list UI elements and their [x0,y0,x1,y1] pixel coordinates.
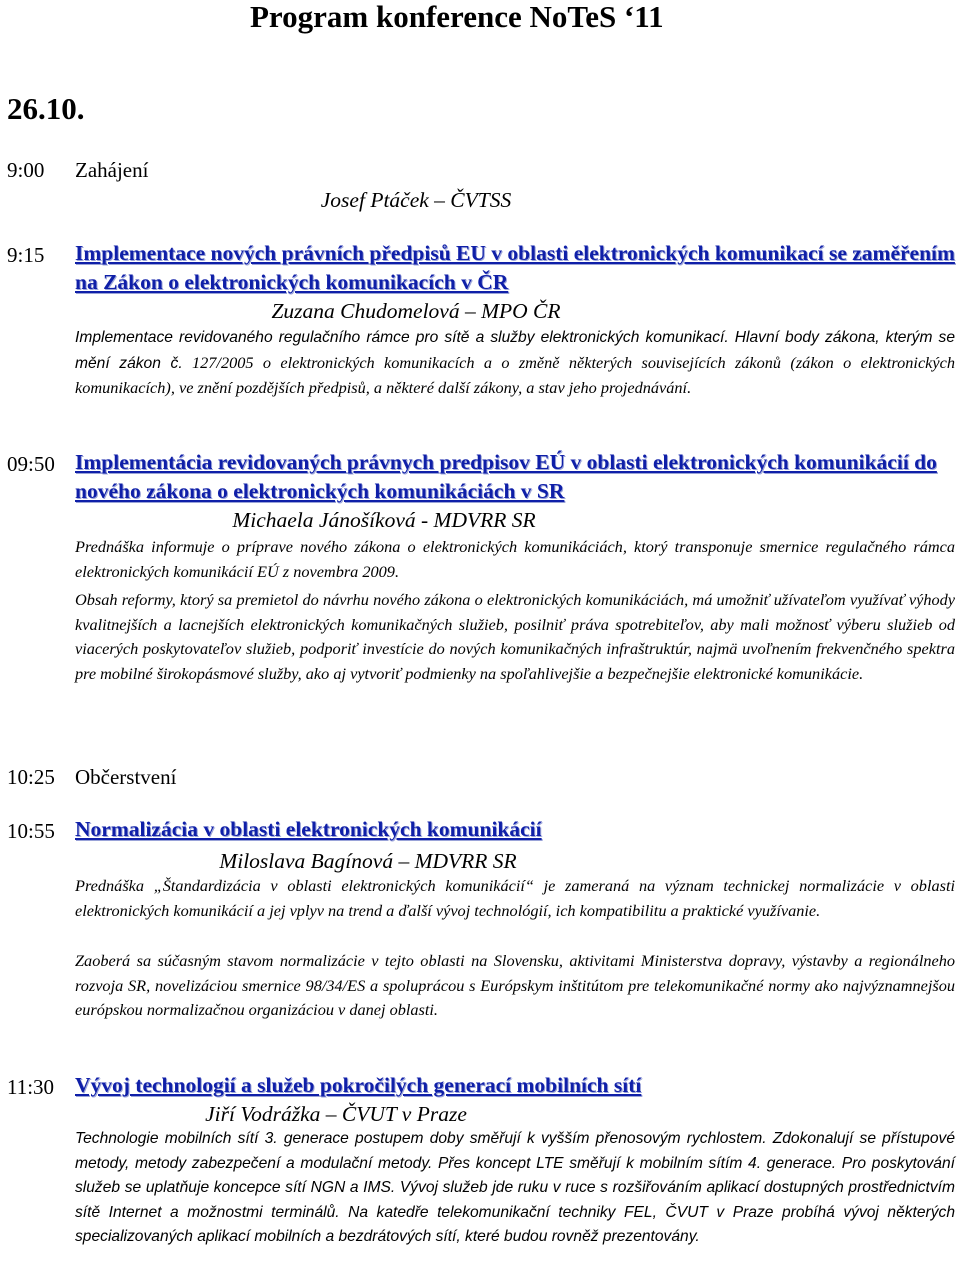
session-time: 9:15 [7,243,45,267]
session-speaker: Zuzana Chudomelová – MPO ČR [271,299,561,323]
session-speaker: Jiří Vodrážka – ČVUT v Praze [205,1102,467,1126]
session-abstract: Obsah reformy, ktorý sa premietol do návrhu nového zákona o elektronických komunikáciách, má umožniť užívateľom využívať výhody kvalitnejších a lacnejších elektronických komunikačných služieb, posilniť práva spotrebiteľov, aby mali možnosť výberu služieb od viacerých poskytovateľov služieb, podporiť investície do nových komunikačných infraštruktúr, najmä uvoľnením frekvenčného spektra pre mobilné širokopásmové služby, ako aj vytvoriť podmienky na spoľahlivejšie a bezpečnejšie elektronické komunikácie. [75,590,955,683]
session-abstract: Prednáška informuje o príprave nového zákona o elektronických komunikáciách, ktorý transponuje smernice regulačného rámca elektronických komunikácií EÚ z novembra 2009. [75,537,955,581]
session-abstract: Technologie mobilních sítí 3. generace postupem doby směřují k vyšším přenosovým rychlostem. Zdokonalují se přístupové metody, metody zabezpečení a modulační metody. Přes koncept LTE směřují k mobilním sítím 4. generace. Pro poskytování služeb se uplatňuje koncepce sítí NGN a IMS. Vývoj služeb jde ruku v ruce s rozšiřováním aplikací dostupných prostřednictvím sítě Internet a možnostmi terminálů. Na katedře telekomunikační techniky FEL, ČVUT v Praze probíhá vývoj některých specializovaných aplikací mobilních a bezdrátových sítí, které budou rovněž prezentovány. [75,1130,955,1246]
session-title: Vývoj technologií a služeb pokročilých generací mobilních sítí [75,1073,642,1097]
session-speaker: Miloslava Bagínová – MDVRR SR [219,849,517,873]
session-title: Občerstvení [75,765,177,789]
session-speaker: Josef Ptáček – ČVTSS [320,188,512,212]
session-title: Implementácia revidovaných právnych predpisov EÚ v oblasti elektronických komunikácií do nového zákona o elektronických komunikáciách v SR [75,450,937,503]
session-time: 09:50 [7,452,55,476]
session-title: Normalizácia v oblasti elektronických komunikácií [75,817,542,841]
document-title: Program konference NoTeS ‘11 [250,0,664,34]
session-time: 10:55 [7,819,55,843]
session-abstract: Prednáška „Štandardizácia v oblasti elektronických komunikácií“ je zameraná na význam technickej normalizácie v oblasti elektronických komunikácií a jej vplyv na trend a ďalší vývoj technológií, ich kompatibilitu a praktické využívanie. [75,876,955,920]
session-abstract: Zaoberá sa súčasným stavom normalizácie v tejto oblasti na Slovensku, aktivitami Ministerstva dopravy, výstavby a regionálneho rozvoja SR, novelizáciou smernice 98/34/ES a spoluprácou s Európskym inštitútom pre telekomunikačné normy ako najvýznamnejšou európskou normalizačnou organizáciou v danej oblasti. [75,951,955,1020]
session-title: Implementace nových právních předpisů EU v oblasti elektronických komunikací se zaměřením na Zákon o elektronických komunikacích v ČR [75,241,955,294]
abstract-part: Implementace revidovaného regulačního rámce pro sítě a služby elektronických komunikací. Hlavní body zákona, kterým se mění zákon č. [75,329,955,372]
session-abstract [75,326,955,402]
session-time: 11:30 [7,1075,55,1099]
session-time: 10:25 [7,765,55,789]
abstract-part: 127/2005 o elektronických komunikacích a o změně některých souvisejících zákonů (zákon o elektronických komunikacích), ve znění pozdějších předpisů, a některé další zákony, a stav jeho projednávání. [75,352,955,398]
session-title: Zahájení [75,158,149,182]
conference-date: 26.10. [7,91,85,126]
session-time: 9:00 [7,158,45,182]
session-speaker: Michaela Jánošíková - MDVRR SR [232,508,536,532]
